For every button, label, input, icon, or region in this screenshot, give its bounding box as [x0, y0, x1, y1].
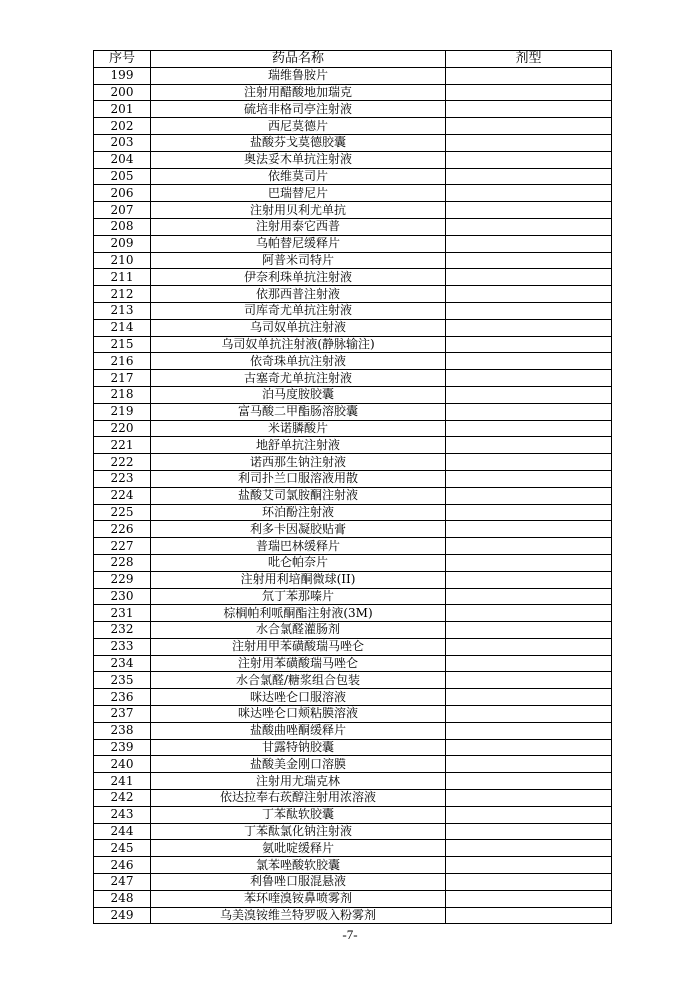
drug-name-cell: 环泊酚注射液 [151, 504, 446, 521]
drug-name-cell: 丁苯酞氯化钠注射液 [151, 823, 446, 840]
dosage-form-cell [446, 370, 612, 387]
table-row [94, 370, 612, 387]
row-number-cell: 199 [94, 67, 151, 84]
drug-name-cell: 阿普米司特片 [151, 252, 446, 269]
dosage-form-cell [446, 386, 612, 403]
dosage-form-cell [446, 336, 612, 353]
table-row [94, 403, 612, 420]
table-row [94, 622, 612, 639]
row-number-cell: 238 [94, 722, 151, 739]
drug-name-cell: 注射用贝利尤单抗 [151, 202, 446, 219]
dosage-form-cell [446, 655, 612, 672]
table-row [94, 218, 612, 235]
drug-name-cell: 伊奈利珠单抗注射液 [151, 269, 446, 286]
drug-name-cell: 瑞维鲁胺片 [151, 67, 446, 84]
row-number-cell: 206 [94, 185, 151, 202]
dosage-form-cell [446, 823, 612, 840]
row-number-cell: 222 [94, 454, 151, 471]
table-row [94, 101, 612, 118]
table-row [94, 202, 612, 219]
dosage-form-cell [446, 67, 612, 84]
table-row [94, 554, 612, 571]
row-number-cell: 234 [94, 655, 151, 672]
row-number-cell: 210 [94, 252, 151, 269]
table-row [94, 134, 612, 151]
drug-name-cell: 丁苯酞软胶囊 [151, 806, 446, 823]
row-number-cell: 212 [94, 286, 151, 303]
dosage-form-cell [446, 302, 612, 319]
dosage-form-cell [446, 252, 612, 269]
row-number-cell: 224 [94, 487, 151, 504]
dosage-form-cell [446, 269, 612, 286]
table-row [94, 857, 612, 874]
table-row [94, 655, 612, 672]
drug-name-cell: 注射用泰它西普 [151, 218, 446, 235]
drug-list-table [93, 50, 612, 924]
row-number-cell: 237 [94, 706, 151, 723]
table-row [94, 874, 612, 891]
dosage-form-cell [446, 403, 612, 420]
row-number-cell: 229 [94, 571, 151, 588]
row-number-cell: 217 [94, 370, 151, 387]
table-row [94, 252, 612, 269]
dosage-form-cell [446, 672, 612, 689]
table-row [94, 302, 612, 319]
drug-name-cell: 乌美溴铵维兰特罗吸入粉雾剂 [151, 907, 446, 924]
row-number-cell: 219 [94, 403, 151, 420]
dosage-form-cell [446, 185, 612, 202]
drug-name-cell: 咪达唑仑口服溶液 [151, 689, 446, 706]
table-row [94, 672, 612, 689]
table-row [94, 286, 612, 303]
dosage-form-cell [446, 840, 612, 857]
row-number-cell: 243 [94, 806, 151, 823]
page-number: -7- [342, 927, 358, 942]
drug-name-cell: 依奇珠单抗注射液 [151, 353, 446, 370]
row-number-cell: 249 [94, 907, 151, 924]
drug-name-cell: 盐酸艾司氯胺酮注射液 [151, 487, 446, 504]
dosage-form-cell [446, 118, 612, 135]
drug-name-cell: 甘露特钠胶囊 [151, 739, 446, 756]
row-number-cell: 230 [94, 588, 151, 605]
table-row [94, 571, 612, 588]
drug-name-cell: 盐酸美金刚口溶膜 [151, 756, 446, 773]
dosage-form-cell [446, 437, 612, 454]
drug-name-cell: 奥法妥木单抗注射液 [151, 151, 446, 168]
dosage-form-cell [446, 353, 612, 370]
dosage-form-cell [446, 571, 612, 588]
row-number-cell: 246 [94, 857, 151, 874]
drug-name-cell: 苯环喹溴铵鼻喷雾剂 [151, 890, 446, 907]
table-row [94, 168, 612, 185]
drug-name-cell: 利鲁唑口服混悬液 [151, 874, 446, 891]
row-number-cell: 233 [94, 638, 151, 655]
table-row [94, 773, 612, 790]
drug-name-cell: 氨吡啶缓释片 [151, 840, 446, 857]
row-number-cell: 203 [94, 134, 151, 151]
dosage-form-cell [446, 218, 612, 235]
row-number-cell: 220 [94, 420, 151, 437]
row-number-cell: 248 [94, 890, 151, 907]
drug-name-cell: 地舒单抗注射液 [151, 437, 446, 454]
dosage-form-cell [446, 790, 612, 807]
table-row [94, 588, 612, 605]
drug-name-cell: 注射用苯磺酸瑞马唑仑 [151, 655, 446, 672]
drug-name-cell: 泊马度胺胶囊 [151, 386, 446, 403]
table-row [94, 890, 612, 907]
table-row [94, 790, 612, 807]
table-row [94, 336, 612, 353]
dosage-form-cell [446, 773, 612, 790]
drug-name-cell: 古塞奇尤单抗注射液 [151, 370, 446, 387]
table-row [94, 319, 612, 336]
row-number-cell: 205 [94, 168, 151, 185]
row-number-cell: 226 [94, 521, 151, 538]
table-row [94, 840, 612, 857]
dosage-form-cell [446, 554, 612, 571]
drug-name-cell: 司库奇尤单抗注射液 [151, 302, 446, 319]
drug-name-cell: 乌司奴单抗注射液(静脉输注) [151, 336, 446, 353]
dosage-form-cell [446, 521, 612, 538]
dosage-form-cell [446, 454, 612, 471]
dosage-form-cell [446, 588, 612, 605]
dosage-form-cell [446, 420, 612, 437]
table-row [94, 84, 612, 101]
table-body [94, 67, 612, 924]
drug-name-cell: 盐酸芬戈莫德胶囊 [151, 134, 446, 151]
dosage-form-cell [446, 538, 612, 555]
row-number-cell: 207 [94, 202, 151, 219]
table-row [94, 118, 612, 135]
row-number-cell: 235 [94, 672, 151, 689]
drug-name-cell: 氯苯唑酸软胶囊 [151, 857, 446, 874]
dosage-form-cell [446, 202, 612, 219]
table-row [94, 521, 612, 538]
row-number-cell: 231 [94, 605, 151, 622]
row-number-cell: 245 [94, 840, 151, 857]
table-row [94, 386, 612, 403]
row-number-cell: 204 [94, 151, 151, 168]
row-number-cell: 201 [94, 101, 151, 118]
drug-name-cell: 盐酸曲唑酮缓释片 [151, 722, 446, 739]
drug-name-cell: 氘丁苯那嗪片 [151, 588, 446, 605]
row-number-cell: 247 [94, 874, 151, 891]
table-row [94, 722, 612, 739]
table-row [94, 605, 612, 622]
dosage-form-cell [446, 286, 612, 303]
dosage-form-cell [446, 101, 612, 118]
drug-name-cell: 依达拉奉右莰醇注射用浓溶液 [151, 790, 446, 807]
table-row [94, 907, 612, 924]
drug-name-cell: 乌司奴单抗注射液 [151, 319, 446, 336]
table-row [94, 454, 612, 471]
dosage-form-cell [446, 857, 612, 874]
dosage-form-cell [446, 706, 612, 723]
table-row [94, 437, 612, 454]
dosage-form-cell [446, 890, 612, 907]
table-row [94, 739, 612, 756]
row-number-cell: 232 [94, 622, 151, 639]
dosage-form-cell [446, 134, 612, 151]
dosage-form-cell [446, 319, 612, 336]
drug-name-cell: 硫培非格司亭注射液 [151, 101, 446, 118]
drug-name-cell: 水合氯醛灌肠剂 [151, 622, 446, 639]
dosage-form-cell [446, 907, 612, 924]
table-row [94, 151, 612, 168]
table-row [94, 487, 612, 504]
table-row [94, 353, 612, 370]
column-header-number: 序号 [94, 51, 151, 68]
table-row [94, 538, 612, 555]
table-row [94, 823, 612, 840]
dosage-form-cell [446, 235, 612, 252]
row-number-cell: 202 [94, 118, 151, 135]
drug-name-cell: 巴瑞替尼片 [151, 185, 446, 202]
dosage-form-cell [446, 622, 612, 639]
table-row [94, 689, 612, 706]
row-number-cell: 225 [94, 504, 151, 521]
row-number-cell: 239 [94, 739, 151, 756]
drug-name-cell: 注射用利培酮微球(II) [151, 571, 446, 588]
drug-name-cell: 依维莫司片 [151, 168, 446, 185]
table-row [94, 235, 612, 252]
drug-name-cell: 富马酸二甲酯肠溶胶囊 [151, 403, 446, 420]
row-number-cell: 213 [94, 302, 151, 319]
table-row [94, 756, 612, 773]
row-number-cell: 228 [94, 554, 151, 571]
table-row [94, 470, 612, 487]
row-number-cell: 215 [94, 336, 151, 353]
row-number-cell: 218 [94, 386, 151, 403]
dosage-form-cell [446, 151, 612, 168]
dosage-form-cell [446, 84, 612, 101]
dosage-form-cell [446, 689, 612, 706]
dosage-form-cell [446, 874, 612, 891]
column-header-drug-name: 药品名称 [151, 51, 446, 68]
row-number-cell: 223 [94, 470, 151, 487]
drug-name-cell: 西尼莫德片 [151, 118, 446, 135]
table-row [94, 706, 612, 723]
dosage-form-cell [446, 806, 612, 823]
row-number-cell: 221 [94, 437, 151, 454]
dosage-form-cell [446, 168, 612, 185]
table-row [94, 185, 612, 202]
drug-name-cell: 棕榈帕利哌酮酯注射液(3M) [151, 605, 446, 622]
row-number-cell: 242 [94, 790, 151, 807]
dosage-form-cell [446, 504, 612, 521]
drug-name-cell: 普瑞巴林缓释片 [151, 538, 446, 555]
row-number-cell: 200 [94, 84, 151, 101]
table-header-row [94, 51, 612, 68]
row-number-cell: 216 [94, 353, 151, 370]
table-row [94, 806, 612, 823]
drug-name-cell: 利司扑兰口服溶液用散 [151, 470, 446, 487]
drug-name-cell: 咪达唑仑口颊粘膜溶液 [151, 706, 446, 723]
drug-name-cell: 依那西普注射液 [151, 286, 446, 303]
dosage-form-cell [446, 756, 612, 773]
column-header-dosage-form: 剂型 [446, 51, 612, 68]
table-row [94, 67, 612, 84]
row-number-cell: 236 [94, 689, 151, 706]
dosage-form-cell [446, 739, 612, 756]
row-number-cell: 244 [94, 823, 151, 840]
drug-name-cell: 乌帕替尼缓释片 [151, 235, 446, 252]
table-row [94, 504, 612, 521]
table-row [94, 420, 612, 437]
drug-name-cell: 诺西那生钠注射液 [151, 454, 446, 471]
drug-name-cell: 注射用醋酸地加瑞克 [151, 84, 446, 101]
dosage-form-cell [446, 487, 612, 504]
row-number-cell: 241 [94, 773, 151, 790]
drug-name-cell: 吡仑帕奈片 [151, 554, 446, 571]
table-row [94, 269, 612, 286]
row-number-cell: 227 [94, 538, 151, 555]
row-number-cell: 209 [94, 235, 151, 252]
drug-name-cell: 注射用甲苯磺酸瑞马唑仑 [151, 638, 446, 655]
dosage-form-cell [446, 470, 612, 487]
drug-name-cell: 米诺膦酸片 [151, 420, 446, 437]
drug-name-cell: 利多卡因凝胶贴膏 [151, 521, 446, 538]
drug-name-cell: 注射用尤瑞克林 [151, 773, 446, 790]
dosage-form-cell [446, 638, 612, 655]
row-number-cell: 240 [94, 756, 151, 773]
dosage-form-cell [446, 605, 612, 622]
dosage-form-cell [446, 722, 612, 739]
drug-name-cell: 水合氯醛/糖浆组合包装 [151, 672, 446, 689]
table-row [94, 638, 612, 655]
row-number-cell: 214 [94, 319, 151, 336]
row-number-cell: 208 [94, 218, 151, 235]
row-number-cell: 211 [94, 269, 151, 286]
